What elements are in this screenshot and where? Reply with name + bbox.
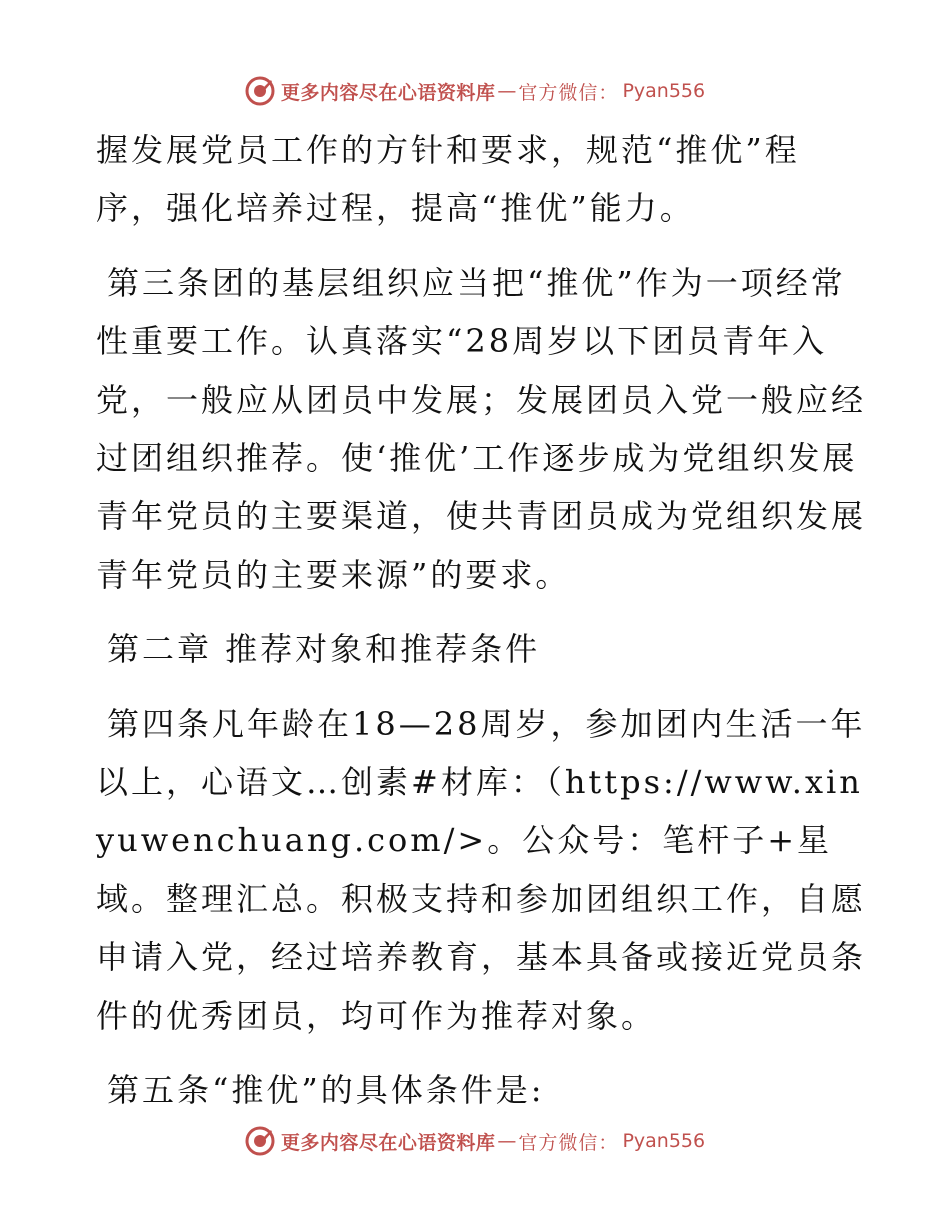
banner-wechat-id: Pyan556: [622, 1130, 706, 1152]
banner-dash: —: [497, 1130, 517, 1152]
header-banner: [0, 71, 950, 111]
pen-circle-logo-icon: [245, 1126, 275, 1156]
banner-wechat-id: Pyan556: [622, 80, 706, 102]
banner-sub-text: 官方微信：: [518, 81, 619, 104]
document-body: [96, 121, 866, 1136]
chapter-heading: 第二章 推荐对象和推荐条件: [107, 630, 541, 669]
footer-banner: [0, 1121, 950, 1161]
paragraph-article-5: 第五条“推优”的具体条件是:: [107, 1071, 545, 1110]
pen-circle-logo-icon: [245, 76, 275, 106]
banner-sub-text: 官方微信：: [518, 1131, 619, 1154]
paragraph-article-4: 第四条凡年龄在18—28周岁，参加团内生活一年以上，心语文…创素#材库：（https://www.xinyuwenchuang.com/>。公众号：笔杆子+星域。整理汇总。积极支持和参加团组织工作，自愿申请入党，经过培养教育，基本具备或接近党员条件的优秀团员，均可作为推荐对象。: [96, 704, 867, 1035]
banner-main-text: 更多内容尽在心语资料库: [280, 81, 496, 104]
banner-main-text: 更多内容尽在心语资料库: [280, 1131, 496, 1154]
paragraph-continuation: 握发展党员工作的方针和要求，规范“推优”程序，强化培养过程，提高“推优”能力。: [96, 131, 800, 228]
banner-dash: —: [497, 80, 517, 102]
paragraph-article-3: 第三条团的基层组织应当把“推优”作为一项经常性重要工作。认真落实“28周岁以下团员青年入党，一般应从团员中发展；发展团员入党一般应经过团组织推荐。使‘推优’工作逐步成为党组织发展青年党员的主要渠道，使共青团员成为党组织发展青年党员的主要来源”的要求。: [96, 263, 867, 594]
